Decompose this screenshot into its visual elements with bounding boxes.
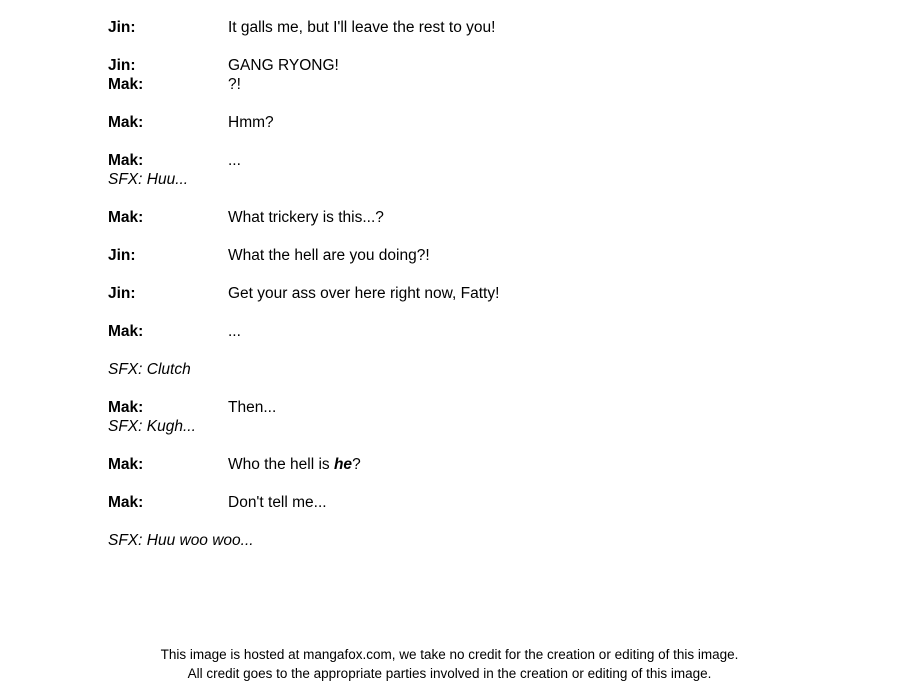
- spacer: [108, 512, 808, 531]
- dialogue-row: [108, 493, 808, 512]
- dialogue-text: ...: [228, 152, 241, 169]
- dialogue-row: [108, 18, 808, 37]
- sfx-row: [108, 170, 808, 189]
- sfx-text: SFX: Huu woo woo...: [108, 532, 254, 549]
- dialogue-text: ?!: [228, 76, 241, 93]
- dialogue-row: [108, 398, 808, 417]
- speaker-label: Mak:: [108, 76, 144, 93]
- spacer: [108, 379, 808, 398]
- dialogue-text: What trickery is this...?: [228, 209, 384, 226]
- dialogue-row: [108, 284, 808, 303]
- dialogue-text-before: Who the hell is: [228, 456, 334, 473]
- dialogue-row: [108, 246, 808, 265]
- dialogue-row: [108, 151, 808, 170]
- speaker-label: Mak:: [108, 456, 144, 473]
- dialogue-text: GANG RYONG!: [228, 57, 339, 74]
- dialogue-emphasis-word: he: [333, 456, 353, 473]
- speaker-label: Mak:: [108, 399, 144, 416]
- speaker-label: Jin:: [108, 57, 136, 74]
- speaker-label: Mak:: [108, 114, 144, 131]
- dialogue-list: [108, 18, 808, 550]
- spacer: [108, 436, 808, 455]
- speaker-label: Jin:: [108, 285, 136, 302]
- speaker-label: Jin:: [108, 247, 136, 264]
- spacer: [108, 474, 808, 493]
- dialogue-text: Hmm?: [228, 114, 274, 131]
- dialogue-row: [108, 113, 808, 132]
- dialogue-row: [108, 208, 808, 227]
- dialogue-text: ...: [228, 323, 241, 340]
- speaker-label: Mak:: [108, 152, 144, 169]
- spacer: [108, 132, 808, 151]
- dialogue-text-emphasis: [228, 455, 808, 474]
- dialogue-text: It galls me, but I'll leave the rest to you!: [228, 19, 496, 36]
- sfx-text: SFX: Huu...: [108, 171, 189, 188]
- dialogue-text: What the hell are you doing?!: [228, 247, 430, 264]
- sfx-text: SFX: Kugh...: [108, 418, 196, 435]
- spacer: [108, 265, 808, 284]
- speaker-label: Mak:: [108, 323, 144, 340]
- spacer: [108, 189, 808, 208]
- dialogue-text: Don't tell me...: [228, 494, 327, 511]
- sfx-text: SFX: Clutch: [108, 361, 191, 378]
- sfx-row: [108, 417, 808, 436]
- dialogue-row: [108, 455, 808, 474]
- speaker-label: Mak:: [108, 494, 144, 511]
- dialogue-row: [108, 75, 808, 94]
- footer-credit: [0, 645, 899, 683]
- spacer: [108, 227, 808, 246]
- dialogue-row: [108, 56, 808, 75]
- dialogue-text: Get your ass over here right now, Fatty!: [228, 285, 500, 302]
- footer-line-2: All credit goes to the appropriate parties involved in the creation or editing of this image.: [187, 666, 712, 681]
- footer-line-1: This image is hosted at mangafox.com, we take no credit for the creation or editing of this image.: [160, 647, 739, 662]
- sfx-row: [108, 360, 808, 379]
- dialogue-text: Then...: [228, 399, 277, 416]
- spacer: [108, 303, 808, 322]
- speaker-label: Jin:: [108, 19, 136, 36]
- spacer: [108, 94, 808, 113]
- sfx-row: [108, 531, 808, 550]
- spacer: [108, 341, 808, 360]
- dialogue-row: [108, 322, 808, 341]
- spacer: [108, 37, 808, 56]
- speaker-label: Mak:: [108, 209, 144, 226]
- dialogue-text-after: ?: [352, 456, 361, 473]
